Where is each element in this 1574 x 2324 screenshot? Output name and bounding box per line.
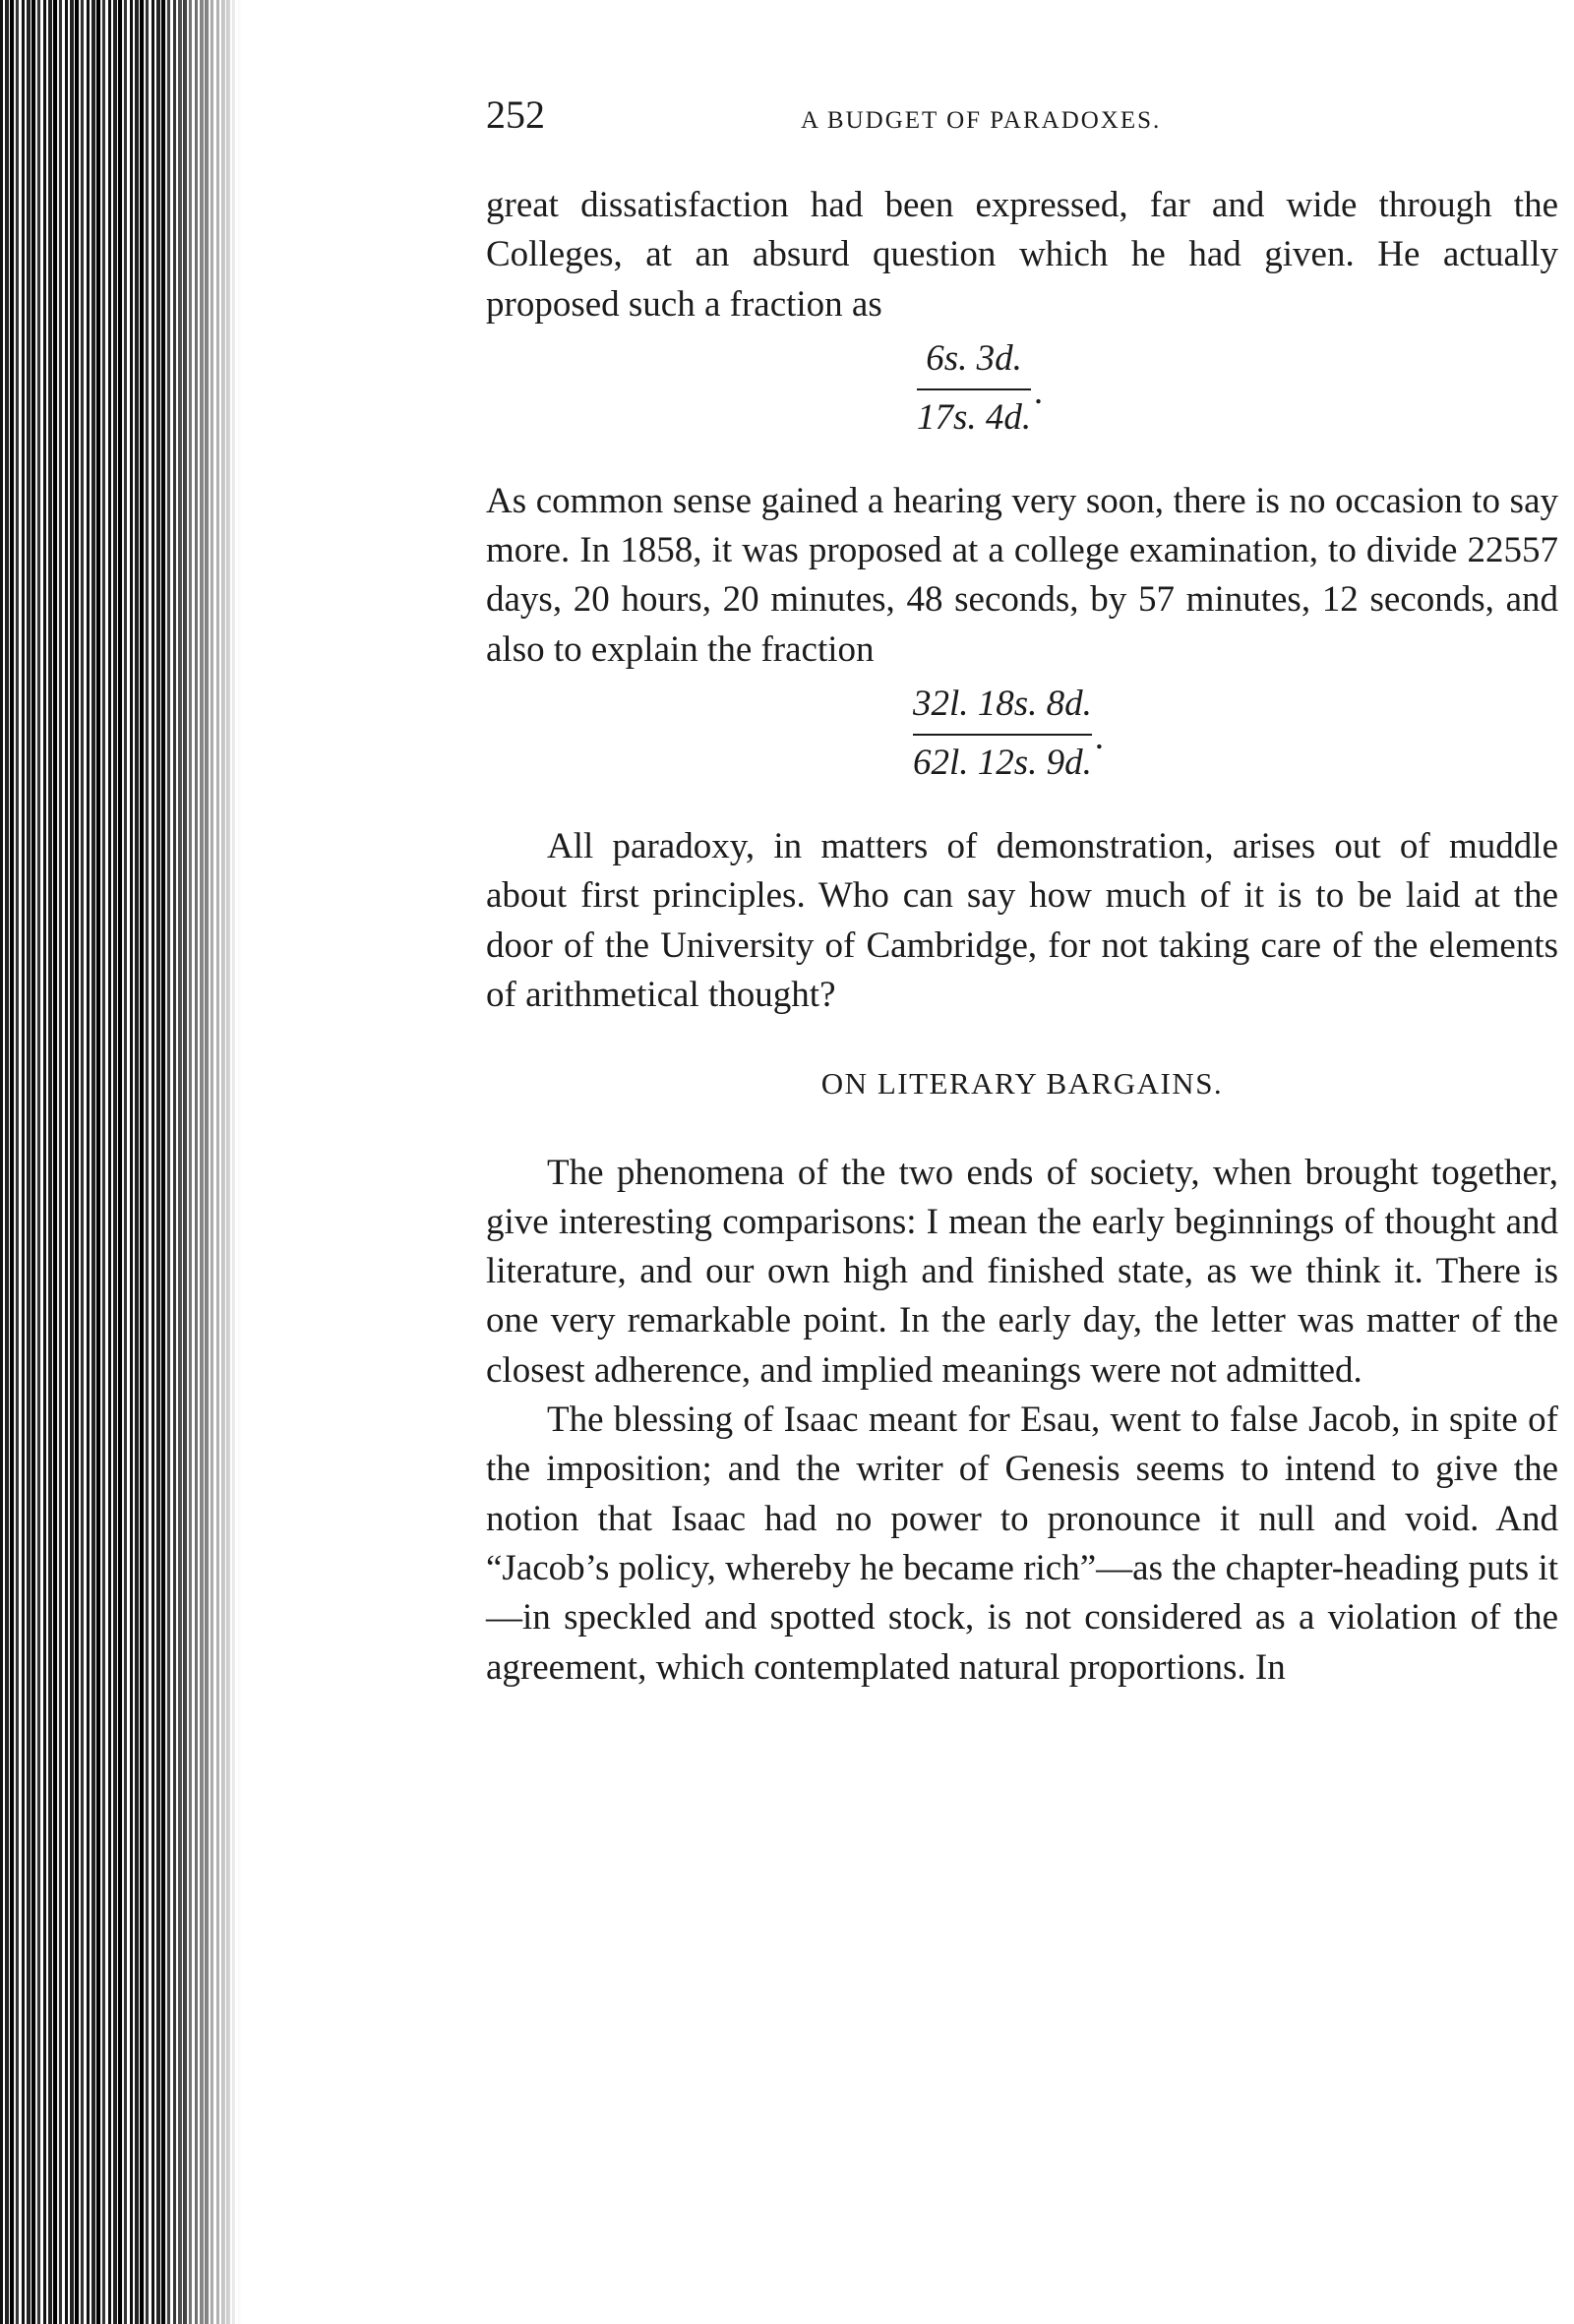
section-heading: ON LITERARY BARGAINS. (820, 1066, 1224, 1102)
fraction-2 (913, 683, 1104, 785)
paragraph-2: As common sense gained a hearing very soon, there is no occasion to say more. In 1858, it was proposed at a college examination, to divide 22557 days, 20 hours, 20 minutes, 48 seconds, by 57 minutes, 12 seconds, and also to explain the fraction (486, 480, 1558, 670)
fraction-1-bar (917, 388, 1031, 390)
fraction-2-bar (913, 734, 1092, 736)
book-page (486, 90, 1558, 1693)
paragraph-3: All paradoxy, in matters of demonstration, arises out of muddle about first principles. Who can say how much of it is to be laid at the door of the University of Cambridge, for not taking care of the elements of arithmetical thought? (486, 826, 1558, 1015)
running-head-title: A BUDGET OF PARADOXES. (801, 107, 1162, 134)
fraction-2-denominator: 62l. 12s. 9d. (913, 743, 1092, 784)
paragraph-1: great dissatisfaction had been expressed, far and wide through the Colleges, at an absurd question which he had given. He actually proposed such a fraction as (486, 185, 1558, 325)
paragraph-5: The blessing of Isaac meant for Esau, went to false Jacob, in spite of the imposition; and the writer of Genesis seems to intend to give the notion that Isaac had no power to pronounce it null and void. And “Jacob’s policy, whereby he became rich”—as the chapter-heading puts it—in speckled and spotted stock, is not considered as a violation of the agreement, which contemplated natural proportions. In (486, 1400, 1558, 1688)
paragraph-4: The phenomena of the two ends of society, when brought together, give interesting comparisons: I mean the early beginnings of thought and literature, and our own high and finished state, as we think it. There is one very remarkable point. In the early day, the letter was matter of the closest adherence, and implied meanings were not admitted. (486, 1152, 1558, 1391)
fraction-2-numerator: 32l. 18s. 8d. (913, 684, 1092, 725)
fraction-block-1 (486, 337, 1558, 447)
fraction-1-numerator: 6s. 3d. (926, 337, 1022, 379)
page-number: 252 (486, 92, 545, 137)
fraction-2-period: . (1094, 717, 1104, 758)
fraction-1-period: . (1033, 371, 1044, 412)
running-head (486, 90, 1558, 149)
book-page-edge (0, 0, 241, 2324)
fraction-1-denominator: 17s. 4d. (917, 396, 1032, 438)
fraction-block-2 (486, 683, 1558, 793)
fraction-1 (917, 337, 1044, 440)
